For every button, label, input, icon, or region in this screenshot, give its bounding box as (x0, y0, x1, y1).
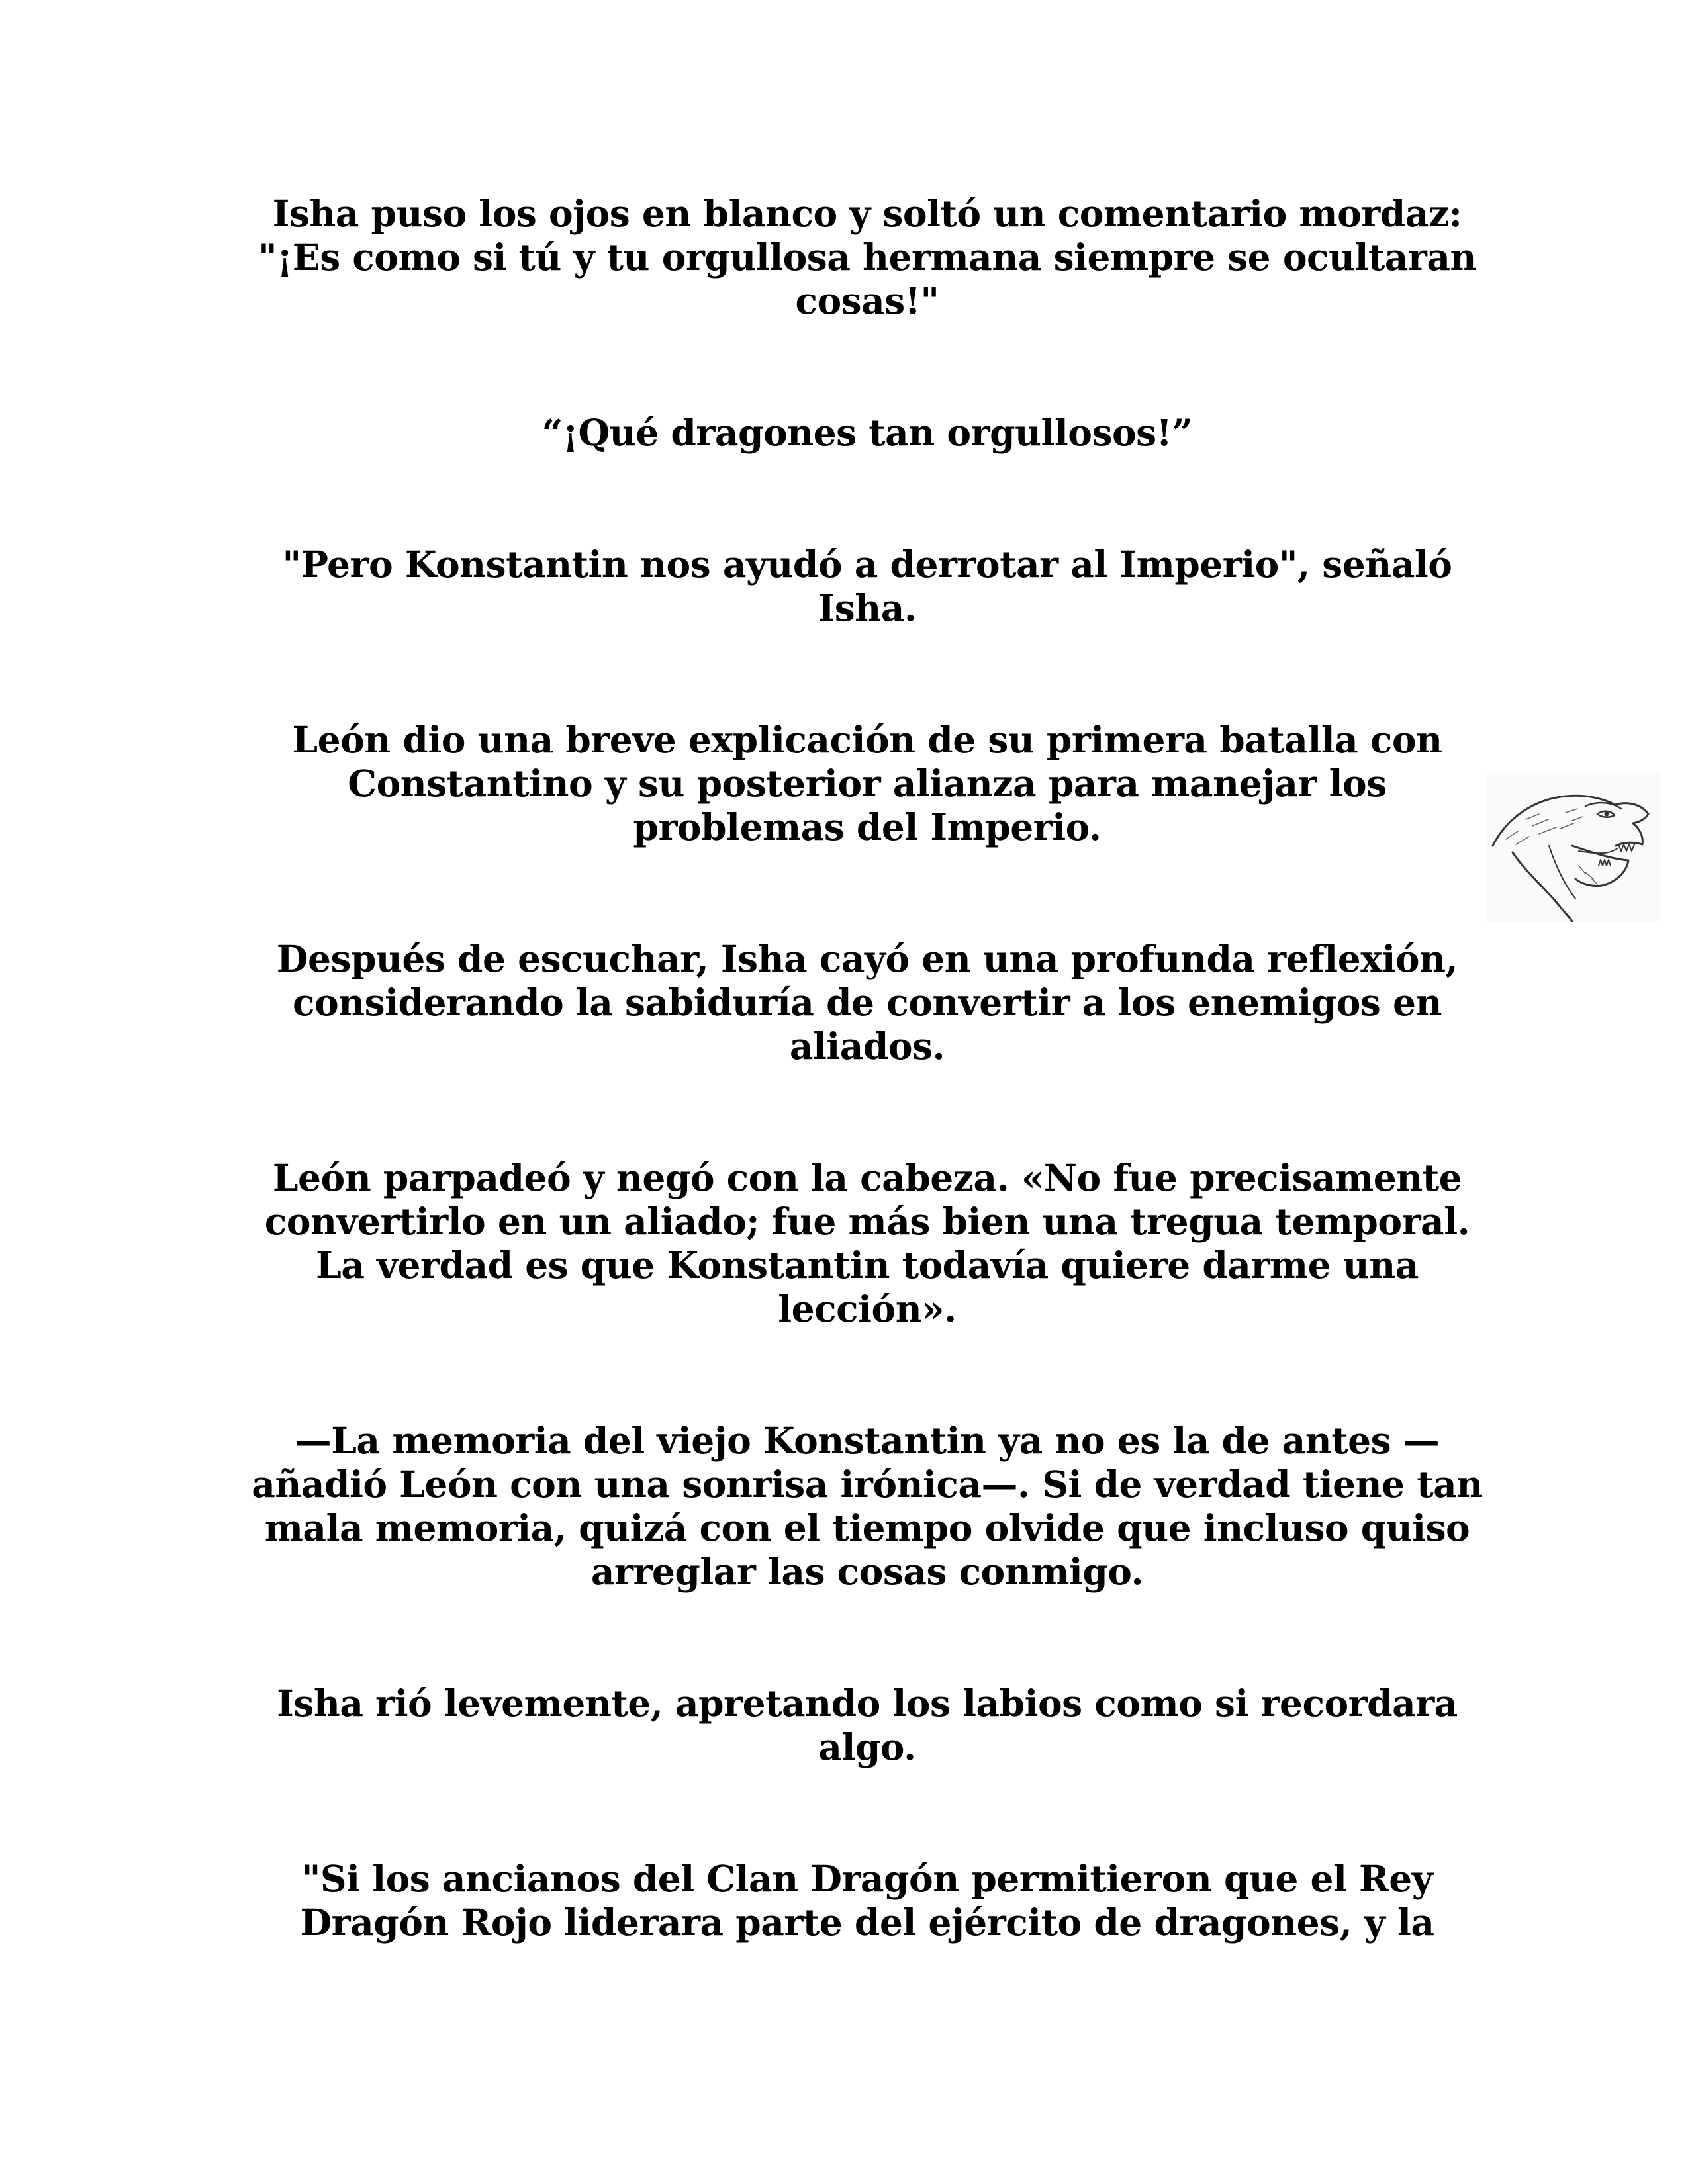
paragraph-4: León dio una breve explicación de su primera batalla con Constantino y su posterior alianza para manejar los problemas del Imperio. (292, 718, 1442, 848)
paragraph-7: —La memoria del viejo Konstantin ya no es la de antes —añadió León con una sonrisa irónica—. Si de verdad tiene tan mala memoria, quizá con el tiempo olvide que incluso quiso arreglar las cosas conmigo. (252, 1419, 1483, 1593)
dragon-head-sketch-icon (1486, 773, 1660, 922)
paragraph-9: "Si los ancianos del Clan Dragón permitieron que el Rey Dragón Rojo liderara parte del ejército de dragones, y la (300, 1857, 1434, 1944)
paragraph-2: “¡Qué dragones tan orgullosos!” (541, 411, 1193, 454)
paragraph-8: Isha rió levemente, apretando los labios como si recordara algo. (277, 1682, 1458, 1768)
paragraph-6: León parpadeó y negó con la cabeza. «No fue precisamente convertirlo en un aliado; fue más bien una tregua temporal. La verdad es que Konstantin todavía quiere darme una lección». (264, 1156, 1470, 1330)
text-column (252, 192, 1483, 1944)
paragraph-1: Isha puso los ojos en blanco y soltó un comentario mordaz: "¡Es como si tú y tu orgullosa hermana siempre se ocultaran cosas!" (258, 192, 1477, 322)
paragraph-5: Después de escuchar, Isha cayó en una profunda reflexión, considerando la sabiduría de convertir a los enemigos en aliados. (276, 937, 1458, 1068)
paragraph-3: "Pero Konstantin nos ayudó a derrotar al Imperio", señaló Isha. (282, 543, 1452, 629)
